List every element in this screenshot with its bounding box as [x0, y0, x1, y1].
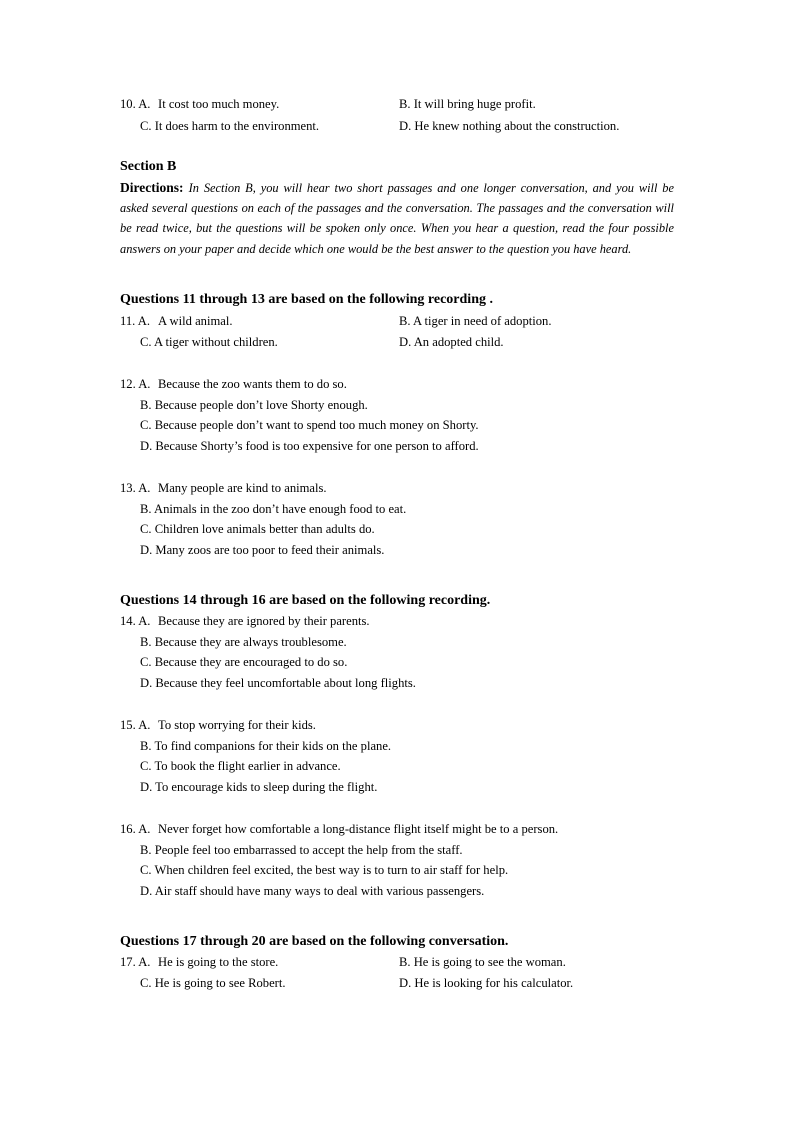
- option-a: A wild animal.: [158, 314, 233, 328]
- option-b: B. A tiger in need of adoption.: [399, 314, 552, 328]
- option-b: B. Because people don’t love Shorty enough.: [140, 398, 368, 412]
- question-number: 13. A.: [120, 481, 151, 495]
- question-number: 10. A.: [120, 97, 151, 111]
- option-c: C. To book the flight earlier in advance.: [140, 759, 341, 773]
- questions-heading: Questions 11 through 13 are based on the following recording .: [120, 292, 493, 307]
- section-title: Section B: [120, 159, 177, 174]
- option-a: Many people are kind to animals.: [158, 481, 327, 495]
- directions-label: Directions:: [120, 180, 189, 195]
- directions: [120, 178, 674, 259]
- option-d: D. Because Shorty’s food is too expensive for one person to afford.: [140, 439, 479, 453]
- option-d: D. Because they feel uncomfortable about long flights.: [140, 676, 416, 690]
- option-d: D. To encourage kids to sleep during the flight.: [140, 780, 378, 794]
- option-b: B. He is going to see the woman.: [399, 955, 566, 969]
- option-a: Because they are ignored by their parents.: [158, 614, 370, 628]
- option-b: B. Animals in the zoo don’t have enough food to eat.: [140, 502, 407, 516]
- option-d: D. He knew nothing about the construction.: [399, 119, 620, 133]
- option-a: He is going to the store.: [158, 955, 279, 969]
- question-number: 15. A.: [120, 718, 151, 732]
- option-b: B. It will bring huge profit.: [399, 97, 536, 111]
- option-b: B. To find companions for their kids on the plane.: [140, 739, 392, 753]
- option-c: C. It does harm to the environment.: [140, 119, 320, 133]
- question-number: 14. A.: [120, 614, 151, 628]
- directions-text: In Section B, you will hear two short passages and one longer conversation, and you will be asked several questions on each of the passages and the conversation. The passages and the conversation will be read twice, but the questions will be spoken only once. When you hear a question, read the four possible answers on your paper and decide which one would be the best answer to the question you have heard.: [120, 181, 674, 256]
- option-a: Because the zoo wants them to do so.: [158, 377, 347, 391]
- option-c: C. He is going to see Robert.: [140, 976, 286, 990]
- option-c: C. A tiger without children.: [140, 335, 278, 349]
- option-d: D. Many zoos are too poor to feed their animals.: [140, 543, 385, 557]
- option-d: D. Air staff should have many ways to deal with various passengers.: [140, 884, 485, 898]
- question-number: 17. A.: [120, 955, 151, 969]
- question-number: 11. A.: [120, 314, 150, 328]
- option-c: C. Because people don’t want to spend too much money on Shorty.: [140, 418, 479, 432]
- option-b: B. Because they are always troublesome.: [140, 635, 347, 649]
- option-a: To stop worrying for their kids.: [158, 718, 316, 732]
- question-number: 12. A.: [120, 377, 151, 391]
- option-b: B. People feel too embarrassed to accept the help from the staff.: [140, 843, 463, 857]
- option-d: D. An adopted child.: [399, 335, 504, 349]
- option-d: D. He is looking for his calculator.: [399, 976, 574, 990]
- option-c: C. When children feel excited, the best way is to turn to air staff for help.: [140, 863, 509, 877]
- questions-heading: Questions 17 through 20 are based on the following conversation.: [120, 934, 509, 949]
- question-number: 16. A.: [120, 822, 151, 836]
- questions-heading: Questions 14 through 16 are based on the following recording.: [120, 593, 491, 608]
- option-a: Never forget how comfortable a long-distance flight itself might be to a person.: [158, 822, 559, 836]
- option-c: C. Because they are encouraged to do so.: [140, 655, 348, 669]
- option-c: C. Children love animals better than adults do.: [140, 522, 375, 536]
- option-a: It cost too much money.: [158, 97, 280, 111]
